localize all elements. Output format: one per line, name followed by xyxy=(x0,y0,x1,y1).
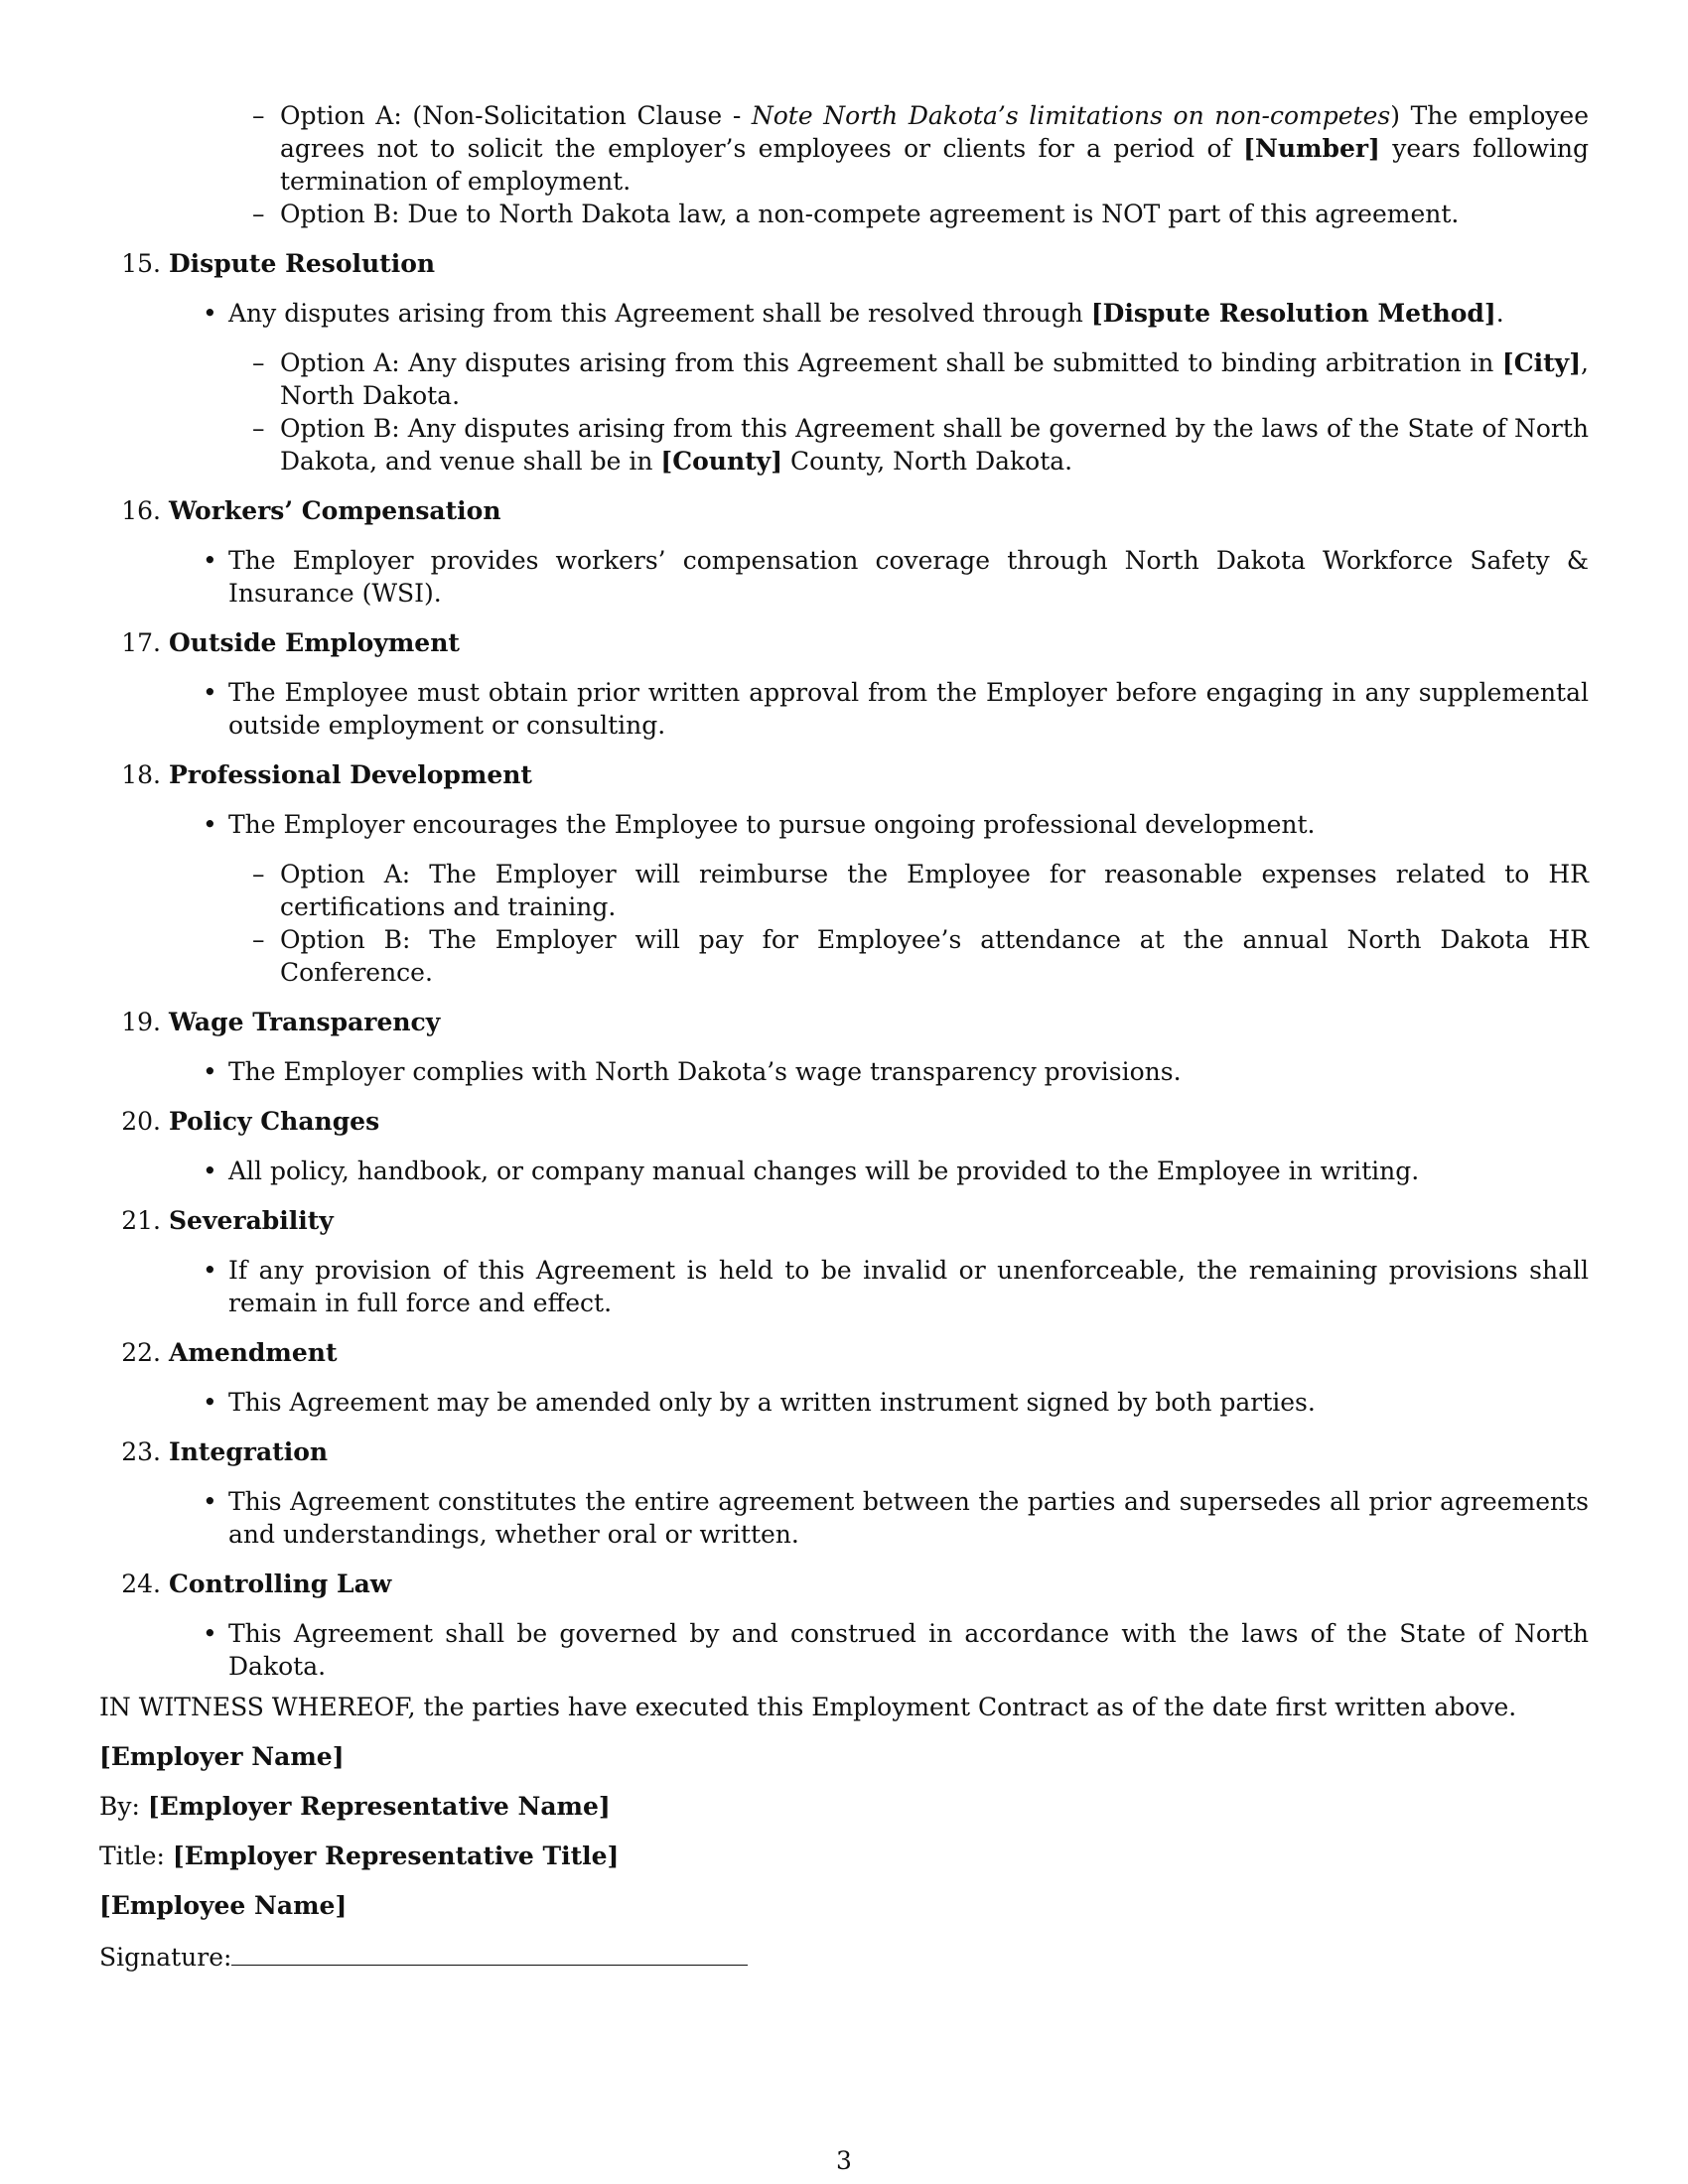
signature-field[interactable] xyxy=(231,1939,748,1966)
italic-note: Note North Dakota’s limitations on non-competes xyxy=(751,101,1391,130)
placeholder-dispute-method: [Dispute Resolution Method] xyxy=(1090,299,1496,328)
section-24-bullet: • This Agreement shall be governed by and construed in accordance with the laws of the State of North Dakota. xyxy=(203,1619,1589,1681)
section-heading-17: 17. Outside Employment xyxy=(121,628,460,657)
placeholder-number: [Number] xyxy=(1243,134,1380,163)
section-18-bullet: • The Employer encourages the Employee to pursue ongoing professional development. xyxy=(203,810,1316,839)
option-b-non-compete: – Option B: Due to North Dakota law, a non-compete agreement is NOT part of this agreement. xyxy=(252,200,1460,228)
dash-marker: – xyxy=(252,860,265,888)
bullet-marker: • xyxy=(203,546,217,575)
section-18-option-b: – Option B: The Employer will pay for Employee’s attendance at the annual North Dakota HR Conference. xyxy=(252,925,1589,987)
bullet-marker: • xyxy=(203,1619,217,1648)
document-page xyxy=(99,99,1589,1974)
signature-line xyxy=(99,1939,1589,1974)
section-20-bullet: • All policy, handbook, or company manual changes will be provided to the Employee in writing. xyxy=(203,1157,1420,1185)
bullet-marker: • xyxy=(203,1256,217,1285)
section-heading-24: 24. Controlling Law xyxy=(121,1570,392,1598)
dash-marker: – xyxy=(252,414,265,443)
section-heading-21: 21. Severability xyxy=(121,1206,334,1235)
option-a-non-solicitation: – Option A: (Non-Solicitation Clause - Note North Dakota’s limitations on non-competes) The employee agrees not to solicit the employer’s employees or clients for a period of [Number] years following termination of employment. xyxy=(252,101,1590,196)
section-15-option-b: – Option B: Any disputes arising from this Agreement shall be governed by the laws of the State of North Dakota, and venue shall be in [County] County, North Dakota. xyxy=(252,414,1589,476)
section-heading-20: 20. Policy Changes xyxy=(121,1107,380,1136)
representative-title-placeholder: [Employer Representative Title] xyxy=(172,1842,620,1870)
signature-label: Signature: xyxy=(99,1943,232,1972)
by-line xyxy=(99,1790,1589,1823)
section-18-option-a: – Option A: The Employer will reimburse the Employee for reasonable expenses related to HR certifications and training. xyxy=(252,860,1589,921)
bullet-marker: • xyxy=(203,299,217,328)
bullet-marker: • xyxy=(203,1057,217,1086)
section-22-bullet: • This Agreement may be amended only by a written instrument signed by both parties. xyxy=(203,1388,1316,1417)
title-line xyxy=(99,1840,1589,1872)
section-17-bullet: • The Employee must obtain prior written approval from the Employer before engaging in any supplemental outside employment or consulting. xyxy=(203,678,1589,740)
section-heading-16: 16. Workers’ Compensation xyxy=(121,496,501,525)
bullet-marker: • xyxy=(203,1388,217,1417)
representative-name-placeholder: [Employer Representative Name] xyxy=(147,1792,611,1821)
section-heading-18: 18. Professional Development xyxy=(121,760,532,789)
placeholder-county: [County] xyxy=(660,447,783,476)
section-15-option-a: – Option A: Any disputes arising from this Agreement shall be submitted to binding arbitration in [City], North Dakota. xyxy=(252,348,1589,410)
section-16-bullet: • The Employer provides workers’ compensation coverage through North Dakota Workforce Safety & Insurance (WSI). xyxy=(203,546,1589,608)
bullet-marker: • xyxy=(203,1157,217,1185)
witness-statement: IN WITNESS WHEREOF, the parties have executed this Employment Contract as of the date first written above. xyxy=(99,1693,1517,1721)
bullet-marker: • xyxy=(203,678,217,707)
by-label: By: xyxy=(99,1792,148,1821)
placeholder-city: [City] xyxy=(1501,348,1582,377)
title-label: Title: xyxy=(99,1842,173,1870)
dash-marker: – xyxy=(252,101,265,130)
bullet-marker: • xyxy=(203,810,217,839)
dash-marker: – xyxy=(252,925,265,954)
section-heading-23: 23. Integration xyxy=(121,1437,329,1466)
bullet-marker: • xyxy=(203,1487,217,1516)
section-19-bullet: • The Employer complies with North Dakota’s wage transparency provisions. xyxy=(203,1057,1182,1086)
section-heading-19: 19. Wage Transparency xyxy=(121,1008,441,1036)
employee-name-placeholder: [Employee Name] xyxy=(99,1891,348,1920)
section-23-bullet: • This Agreement constitutes the entire agreement between the parties and supersedes all prior agreements and understandings, whether oral or written. xyxy=(203,1487,1589,1549)
page-number: 3 xyxy=(836,2146,852,2175)
dash-marker: – xyxy=(252,200,265,228)
section-21-bullet: • If any provision of this Agreement is held to be invalid or unenforceable, the remaining provisions shall remain in full force and effect. xyxy=(203,1256,1589,1317)
employer-name-placeholder: [Employer Name] xyxy=(99,1742,345,1771)
section-heading-15: 15. Dispute Resolution xyxy=(121,249,436,278)
dash-marker: – xyxy=(252,348,265,377)
section-15-bullet: • Any disputes arising from this Agreement shall be resolved through [Dispute Resolution Method]. xyxy=(203,299,1504,328)
section-heading-22: 22. Amendment xyxy=(121,1338,338,1367)
